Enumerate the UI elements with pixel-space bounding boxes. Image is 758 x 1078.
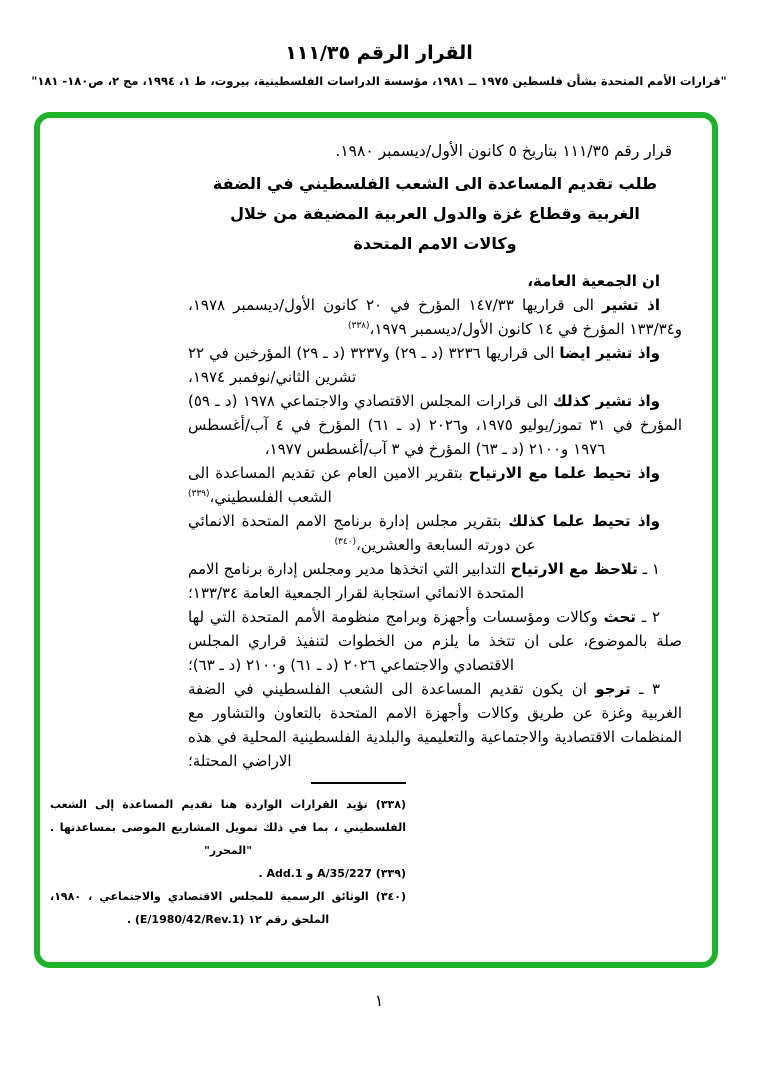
preamble-paragraph <box>188 293 682 341</box>
item-number: ١ ـ <box>637 560 660 578</box>
resolution-heading: طلب تقديم المساعدة الى الشعب الفلسطيني في الضفة الغربية وقطاع غزة والدول العربية المضيفة من خلال وكالات الامم المتحدة <box>212 174 658 253</box>
preamble-paragraph <box>188 509 682 557</box>
resolution-number-line: قرار رقم ١١١/٣٥ بتاريخ ٥ كانون الأول/ديسمبر ١٩٨٠. <box>335 142 672 160</box>
footnote-marker: (٣٣٨) <box>375 798 406 811</box>
resolution-body <box>40 118 712 773</box>
page-header <box>0 0 758 88</box>
paragraph-lead: واذ تحيط علما كذلك <box>508 512 660 530</box>
footnote-339 <box>50 862 406 885</box>
resolution-title: القرار الرقم ١١١/٣٥ <box>285 42 473 64</box>
paragraph-lead: واذ تشير كذلك <box>553 392 660 410</box>
paragraph-text: الى قرارات المجلس الاقتصادي والاجتماعي ١٩٧٨ (د ـ ٥٩) المؤرخ في ٣١ تموز/يوليو ١٩٧٥، و٢٠٢٦ (د ـ ٦١) المؤرخ في ٤ آب/أغسطس ١٩٧٦ و٢١٠٠ (د ـ ٦٣) المؤرخ في ٣ آب/أغسطس ١٩٧٧، <box>188 392 683 458</box>
paragraph-text: التدابير التي اتخذها مدير ومجلس إدارة برنامج الامم المتحدة الانمائي استجابة لقرار الجمعية العامة ١٣٣/٣٤؛ <box>188 560 524 602</box>
footnote-ref-339: (٣٣٩) <box>188 489 210 499</box>
footnote-ref-338: (٣٣٨) <box>348 321 370 331</box>
operative-paragraph-1 <box>188 557 682 605</box>
footnote-340 <box>50 885 406 931</box>
preamble-paragraph <box>188 341 682 389</box>
paragraph-lead: تحث <box>603 608 636 626</box>
preamble-paragraph <box>188 461 682 509</box>
paragraph-text: وكالات ومؤسسات وأجهزة وبرامج منظومة الأمم المتحدة التي لها صلة بالموضوع، على ان تتخذ ما يلزم من الخطوات لتنفيذ قراري المجلس الاقتصادي والاجتماعي ٢٠٢٦ (د ـ ٦١) و٢١٠٠ (د ـ ٦٣)؛ <box>188 608 682 674</box>
opening-phrase: ان الجمعية العامة، <box>527 272 660 290</box>
paragraph-lead: ترجو <box>595 680 631 698</box>
paragraph-text: الى قراريها ١٤٧/٣٣ المؤرخ في ٢٠ كانون الأول/ديسمبر ١٩٧٨، و١٣٣/٣٤ المؤرخ في ١٤ كانون الأول/ديسمبر ١٩٧٩، <box>188 296 682 338</box>
footnote-separator <box>311 782 406 784</box>
page-number: ١ <box>374 991 384 1010</box>
paragraph-text: بتقرير الامين العام عن تقديم المساعدة الى الشعب الفلسطيني، <box>188 464 469 506</box>
item-number: ٢ ـ <box>635 608 660 626</box>
footnote-338 <box>50 793 406 862</box>
source-citation: "قرارات الأمم المتحدة بشأن فلسطين ١٩٧٥ ــ ١٩٨١، مؤسسة الدراسات الفلسطينية، بيروت، ط ١، ١٩٩٤، مج ٢، ص١٨٠- ١٨١" <box>31 74 727 88</box>
paragraph-lead: واذ تحيط علما مع الارتياح <box>468 464 660 482</box>
paragraph-text: الى قراريها ٣٢٣٦ (د ـ ٢٩) و٣٢٣٧ (د ـ ٢٩) المؤرخين في ٢٢ تشرين الثاني/نوفمبر ١٩٧٤، <box>188 344 560 386</box>
footnote-text: تؤيد القرارات الواردة هنا تقديم المساعدة إلى الشعب الفلسطيني ، بما في ذلك تمويل المشاريع الموصى بمساعدتها . "المحرر" <box>50 798 406 857</box>
operative-paragraph-3 <box>188 677 682 773</box>
preamble-paragraph <box>188 389 682 461</box>
operative-paragraph-2 <box>188 605 682 677</box>
item-number: ٣ ـ <box>630 680 660 698</box>
footnote-ref-340: (٣٤٠) <box>334 537 357 547</box>
footnotes-block <box>50 782 406 931</box>
footnote-marker: (٣٤٠) <box>375 890 406 903</box>
footnote-text: الوثائق الرسمية للمجلس الاقتصادي والاجتماعي ، ١٩٨٠، الملحق رقم ١٢ (E/1980/42/Rev.1) . <box>50 890 376 926</box>
paragraph-text: بتقرير مجلس إدارة برنامج الامم المتحدة الانمائي عن دورته السابعة والعشرين، <box>188 512 536 554</box>
paragraph-lead: واذ تشير ايضا <box>559 344 660 362</box>
footnote-text: A/35/227 و Add.1 . <box>258 867 376 880</box>
paragraph-lead: تلاحظ مع الارتياح <box>510 560 638 578</box>
resolution-box <box>34 112 718 968</box>
paragraph-text: ان يكون تقديم المساعدة الى الشعب الفلسطيني في الضفة الغربية وغزة عن طريق وكالات وأجهزة الامم المتحدة بالتعاون والتشاور مع المنظمات الاقتصادية والاجتماعية والتعليمية والبلدية الفلسطينية المحلية في هذه الاراضي المحتلة؛ <box>188 680 682 770</box>
footnote-marker: (٣٣٩) <box>375 867 406 880</box>
paragraph-lead: اذ تشير <box>602 296 660 314</box>
